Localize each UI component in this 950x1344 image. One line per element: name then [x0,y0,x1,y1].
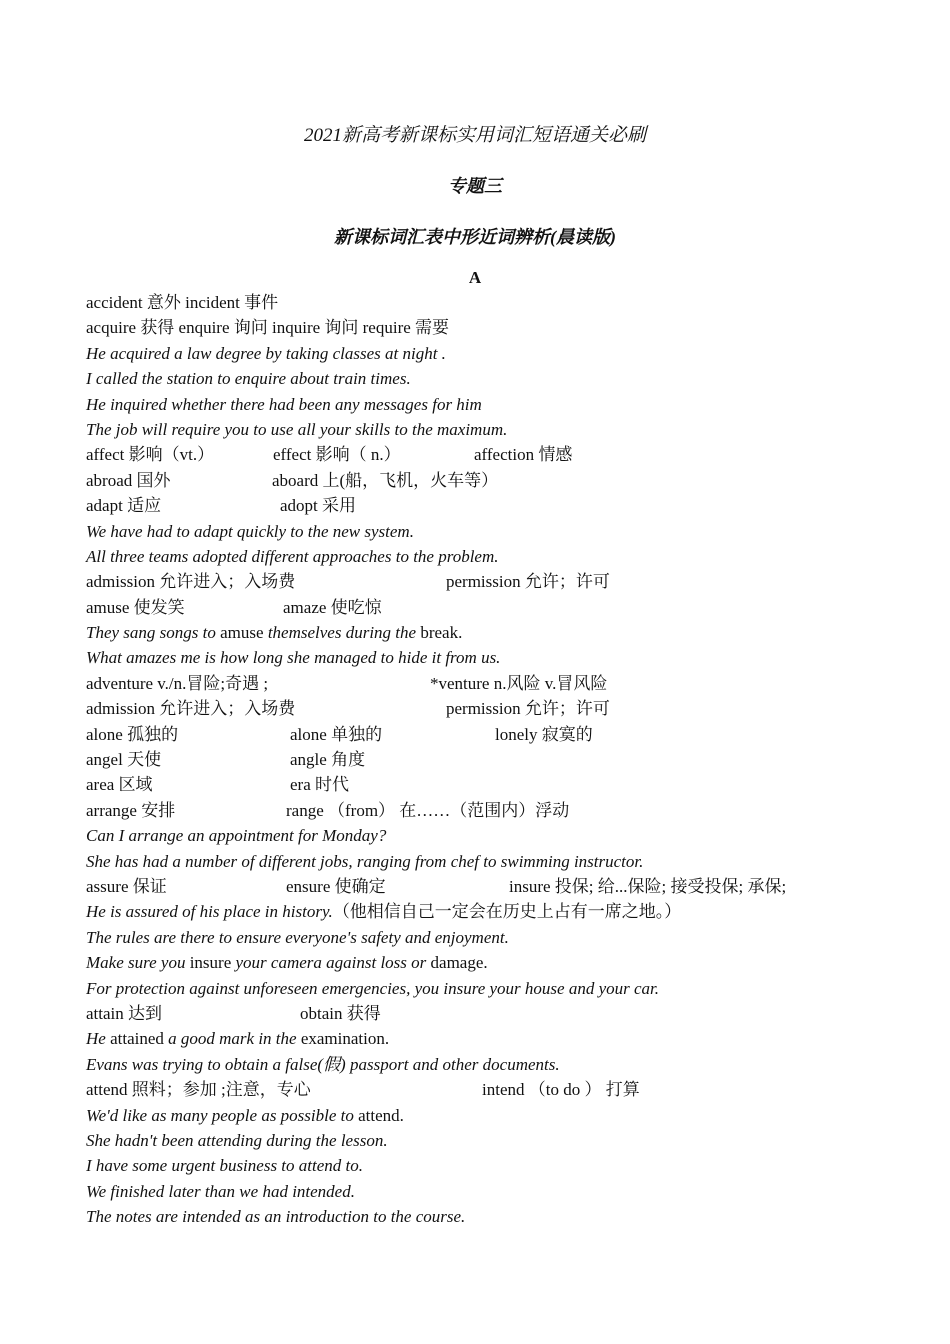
vocab-line [86,569,886,594]
vocab-line [86,1001,886,1026]
vocab-line [86,696,886,721]
vocab-term: range （from） 在……（范围内）浮动 [286,800,570,820]
example-sentence [86,392,886,417]
example-sentence [86,645,886,670]
sentence-text: He acquired a law degree by taking classes at night . [86,343,446,363]
vocab-term: adventure v./n.冒险;奇遇 ; [86,673,269,693]
vocab-term: effect 影响（ n.） [273,445,401,465]
vocabulary-list [86,290,886,1229]
vocab-term: alone 单独的 [290,724,383,744]
vocab-term: era 时代 [290,775,350,795]
sentence-text: She has had a number of different jobs, ranging from chef to swimming instructor. [86,851,644,871]
vocab-line [86,442,886,467]
example-sentence [86,950,886,975]
vocab-term: assure 保证 [86,876,167,896]
sentence-segment: They sang songs to [86,623,221,643]
example-sentence [86,976,886,1001]
vocab-term: acquire 获得 enquire 询问 inquire 询问 require 需要 [86,318,450,338]
sentence-text: What amazes me is how long she managed to hide it from us. [86,648,501,668]
vocab-term: aboard 上(船，飞机，火车等） [272,470,499,490]
example-sentence [86,519,886,544]
example-sentence [86,1026,886,1051]
example-sentence [86,1179,886,1204]
vocab-line [86,747,886,772]
vocab-line [86,595,886,620]
example-sentence [86,1128,886,1153]
vocab-term: adapt 适应 [86,496,162,516]
sentence-text: She hadn't been attending during the lesson. [86,1130,388,1150]
vocab-term: abroad 国外 [86,470,171,490]
vocab-line [86,671,886,696]
vocab-term: intend （to do ） 打算 [482,1080,640,1100]
vocab-term: lonely 寂寞的 [495,724,593,744]
sentence-segment: （他相信自己一定会在历史上占有一席之地。） [332,902,682,922]
vocab-term: adopt 采用 [280,496,357,516]
document-subtitle: 专题三 [448,176,502,196]
vocab-term: admission 允许进入；入场费 [86,699,296,719]
sentence-segment: insure [189,953,232,973]
vocab-term: attain 达到 [86,1003,163,1023]
example-sentence [86,1153,886,1178]
sentence-text: I have some urgent business to attend to. [86,1156,363,1176]
sentence-segment: your camera against loss or [231,953,431,973]
sentence-segment: Make sure you [86,953,190,973]
sentence-text: We finished later than we had intended. [86,1181,355,1201]
vocab-line [86,315,886,340]
vocab-line [86,772,886,797]
example-sentence [86,899,886,924]
vocab-line [86,468,886,493]
vocab-term: insure 投保; 给...保险; 接受投保; 承保; [509,876,787,896]
vocab-term: ensure 使确定 [286,876,386,896]
sentence-segment: attained [110,1029,164,1049]
vocab-term: amuse 使发笑 [86,597,185,617]
vocab-term: alone 孤独的 [86,724,179,744]
sentence-text: For protection against unforeseen emergencies, you insure your house and your car. [86,978,660,998]
vocab-term: admission 允许进入；入场费 [86,572,296,592]
document-title: 2021新高考新课标实用词汇短语通关必刷 [303,125,646,146]
vocab-term: area 区域 [86,775,153,795]
example-sentence [86,849,886,874]
sentence-text: The job will require you to use all your skills to the maximum. [86,419,508,439]
vocab-line [86,1077,886,1102]
example-sentence [86,620,886,645]
vocab-line [86,722,886,747]
example-sentence [86,1052,886,1077]
document-heading: 新课标词汇表中形近词辨析(晨读版) [334,227,616,247]
vocab-term: attend 照料；参加 ;注意，专心 [86,1080,311,1100]
example-sentence [86,544,886,569]
sentence-segment: He [86,1029,111,1049]
vocab-line [86,290,886,315]
example-sentence [86,1103,886,1128]
section-letter: A [468,268,482,287]
vocab-term: arrange 安排 [86,800,176,820]
vocab-term: accident 意外 incident 事件 [86,293,279,312]
sentence-segment: We'd like as many people as possible to [86,1105,359,1125]
sentence-text: I called the station to enquire about train times. [86,369,411,389]
example-sentence [86,417,886,442]
vocab-term: angle 角度 [290,750,366,770]
sentence-text: All three teams adopted different approaches to the problem. [86,546,499,566]
sentence-text: He inquired whether there had been any messages for him [86,394,482,414]
sentence-text: Evans was trying to obtain a false(假) passport and other documents. [86,1054,560,1074]
vocab-line [86,493,886,518]
vocab-line [86,874,886,899]
sentence-segment: a good mark in the [163,1029,301,1049]
example-sentence [86,341,886,366]
vocab-term: *venture n.风险 v.冒风险 [430,673,608,693]
vocab-term: amaze 使吃惊 [283,597,382,617]
vocab-term: angel 天使 [86,750,162,770]
vocab-term: permission 允许；许可 [446,699,610,719]
example-sentence [86,925,886,950]
vocab-line [86,798,886,823]
example-sentence [86,823,886,848]
example-sentence [86,1204,886,1229]
example-sentence [86,366,886,391]
sentence-segment: damage. [430,953,488,973]
vocab-term: affect 影响（vt.） [86,445,215,465]
sentence-text: We have had to adapt quickly to the new system. [86,521,414,541]
vocab-term: obtain 获得 [300,1003,381,1023]
sentence-segment: attend. [358,1105,404,1125]
sentence-segment: examination. [300,1029,390,1049]
sentence-segment: He is assured of his place in history. [86,902,333,922]
sentence-segment: amuse [220,623,264,643]
sentence-text: The rules are there to ensure everyone's safety and enjoyment. [86,927,509,947]
sentence-segment: themselves during the [263,623,421,643]
sentence-text: Can I arrange an appointment for Monday? [86,826,387,846]
vocab-term: affection 情感 [474,445,573,465]
sentence-text: The notes are intended as an introduction to the course. [86,1207,466,1227]
vocab-term: permission 允许；许可 [446,572,610,592]
sentence-segment: break. [420,623,463,643]
